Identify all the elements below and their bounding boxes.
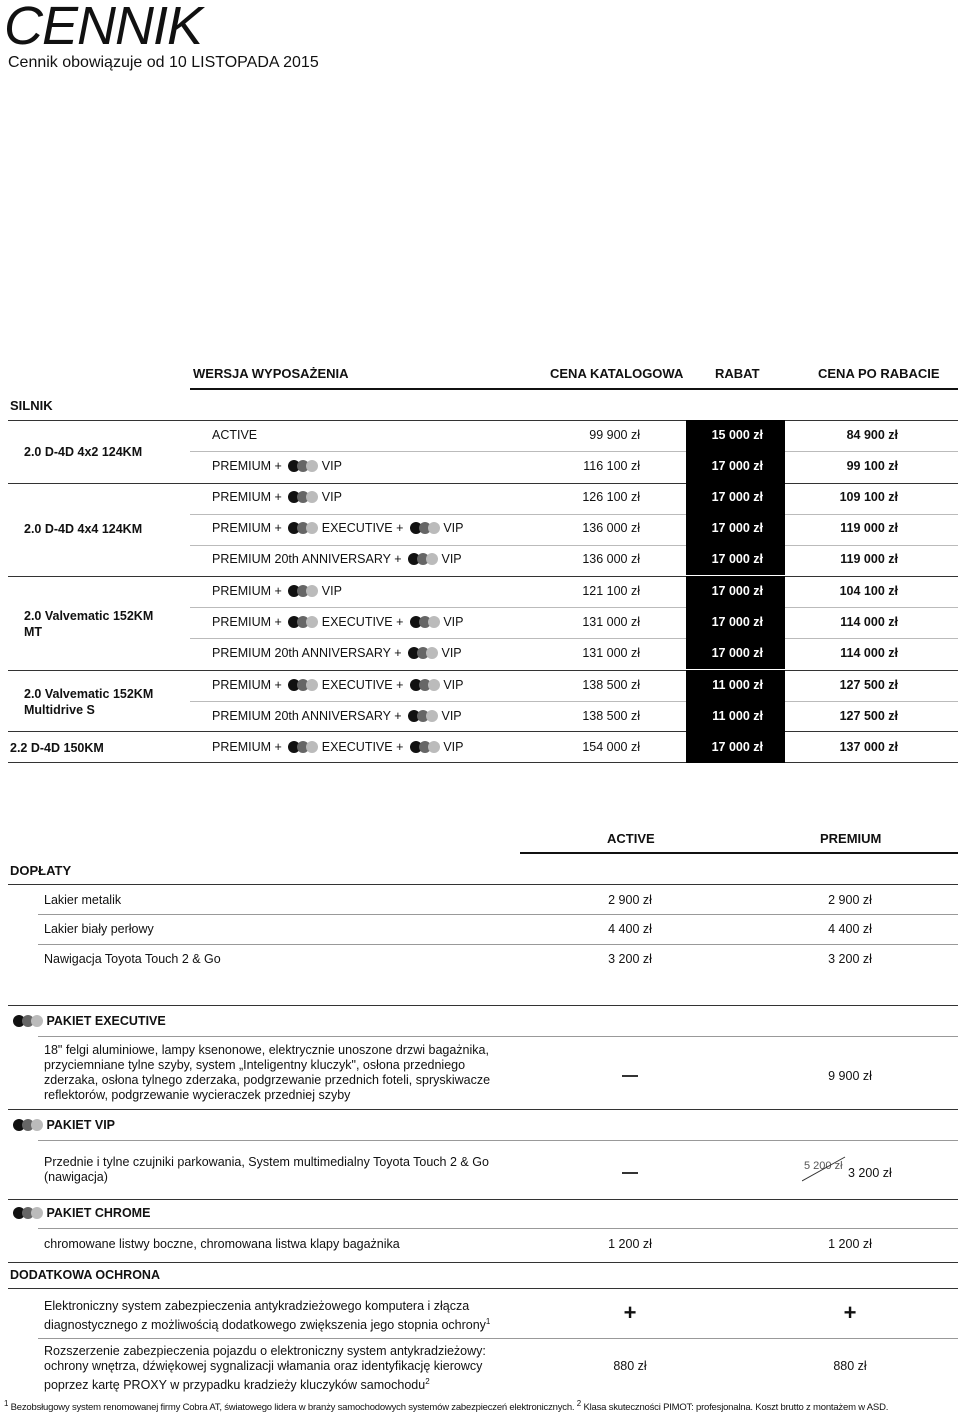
version-text: VIP [439,615,464,629]
package-dots-icon [288,460,315,475]
extras-col-active: ACTIVE [607,831,655,846]
version-cell [212,459,342,475]
engine-label: 2.0 D-4D 4x4 124KM [24,522,143,536]
desc-line: 18" felgi aluminiowe, lampy ksenonowe, elektrycznie unoszone drzwi bagażnika, [44,1043,489,1057]
col-final-header: CENA PO RABACIE [818,366,940,381]
engine-label: 2.0 D-4D 4x2 124KM [24,445,143,459]
extras-col-premium: PREMIUM [820,831,882,846]
package-title-text: PAKIET EXECUTIVE [46,1014,166,1028]
old-price: 5 200 zł [804,1160,843,1172]
page-subtitle: Cennik obowiązuje od 10 LISTOPADA 2015 [8,54,319,71]
extra-premium-price: 2 900 zł [828,893,872,907]
protection-item2 [44,1344,486,1393]
version-text: PREMIUM + [212,584,286,598]
desc-line: ochrony wnętrza, dźwiękowej sygnalizacji włamania oraz identyfikację kierowcy [44,1359,483,1373]
final-price: 119 000 zł [840,521,898,535]
catalog-price: 138 500 zł [582,709,640,723]
package-executive-title [10,1014,166,1030]
final-price: 114 000 zł [840,615,898,629]
catalog-price: 136 000 zł [582,552,640,566]
version-text: EXECUTIVE + [318,521,407,535]
final-price: 127 500 zł [839,678,898,692]
rabat-cell [686,701,785,732]
version-cell [212,552,462,568]
version-text: EXECUTIVE + [318,740,407,754]
catalog-price: 136 000 zł [582,521,640,535]
package-dots-icon [288,679,315,694]
engine-header: SILNIK [10,398,53,413]
divider [8,1109,958,1110]
rabat-cell [686,482,785,513]
extra-active-price: 4 400 zł [608,922,652,936]
row-divider [190,701,958,702]
divider [8,670,958,671]
extra-name: Lakier metalik [44,893,122,907]
rabat-cell [686,544,785,575]
desc-line: diagnostycznego z możliwością dodatkowego zwiększenia jego stopnia ochrony [44,1318,486,1333]
version-cell [212,740,463,756]
engine-label: 2.0 Valvematic 152KM MT [24,609,154,639]
version-cell [212,521,463,537]
desc-line: zderzaka, osłona tylnego zderzaka, podgrzewanie przednich foteli, spryskiwacze [44,1073,491,1087]
footnote [4,1399,888,1413]
package-title-text: PAKIET VIP [46,1118,116,1132]
included-mark: + [623,1300,637,1325]
desc-line: Rozszerzenie zabezpieczenia pojazdu o elektroniczny system antykradzieżowy: [44,1344,486,1358]
version-text: PREMIUM + [212,740,286,754]
engine-label: 2.0 Valvematic 152KM Multidrive S [24,687,154,717]
package-dots-icon [288,741,315,756]
rabat-value: 17 000 zł [711,646,763,660]
rabat-cell [686,451,785,482]
desc-line: (nawigacja) [44,1170,108,1184]
catalog-price: 131 000 zł [582,646,640,660]
not-available-dash [622,1075,638,1077]
not-available-dash [622,1172,638,1174]
col-catalog-header: CENA KATALOGOWA [550,366,684,381]
divider [8,762,958,763]
row-divider [190,607,958,608]
final-price: 127 500 zł [839,709,898,723]
included-mark: + [843,1300,857,1325]
header-rule [190,388,958,390]
rabat-value: 11 000 zł [712,678,763,692]
package-vip-desc [44,1155,489,1185]
rabat-cell [686,607,785,638]
col-rabat-header: RABAT [715,366,760,381]
version-text: PREMIUM + [212,678,286,692]
package-vip-price: 3 200 zł [848,1166,892,1180]
extras-rule [520,852,958,854]
row-divider [190,514,958,515]
version-text: PREMIUM + [212,490,286,504]
package-dots-icon [408,553,435,568]
package-dots-icon [408,710,435,725]
divider [38,914,958,915]
version-text: VIP [438,552,462,566]
col-version-header: WERSJA WYPOSAŻENIA [193,366,349,381]
rabat-value: 17 000 zł [711,490,763,504]
rabat-value: 17 000 zł [711,521,763,535]
rabat-cell [686,732,785,763]
package-dots-icon [410,616,437,631]
package-dots-icon [288,522,315,537]
package-chrome-title [10,1206,150,1222]
package-executive-desc [44,1043,490,1103]
version-text: PREMIUM 20th ANNIVERSARY + [212,709,406,723]
package-dots-icon [288,585,315,600]
final-price: 99 100 zł [846,459,898,473]
package-chrome-desc: chromowane listwy boczne, chromowana listwa klapy bagażnika [44,1237,400,1251]
protection-item2-active: 880 zł [613,1359,647,1373]
version-cell [212,615,463,631]
strike-through-icon [802,1156,846,1182]
extra-name: Nawigacja Toyota Touch 2 & Go [44,952,221,966]
version-text: PREMIUM 20th ANNIVERSARY + [212,646,406,660]
version-text: VIP [438,646,462,660]
package-dots-icon [13,1119,40,1134]
version-cell [212,428,257,442]
package-chrome-active: 1 200 zł [608,1237,652,1251]
extra-premium-price: 4 400 zł [828,922,872,936]
version-text: VIP [438,709,462,723]
catalog-price: 154 000 zł [582,740,640,754]
footnote-text: Bezobsługowy system renomowanej firmy Cobra AT, światowego lidera w branży samochodowych systemów zabezpieczeń elektronicznych. [10,1402,575,1414]
rabat-cell [686,638,785,669]
version-cell [212,709,462,725]
divider [38,1140,958,1141]
protection-item1 [44,1299,490,1333]
version-text: EXECUTIVE + [318,678,407,692]
rabat-cell [686,670,785,701]
divider [8,1199,958,1200]
package-dots-icon [410,679,437,694]
rabat-value: 17 000 zł [711,584,763,598]
divider [8,483,958,484]
final-price: 114 000 zł [840,646,898,660]
divider [8,1262,958,1263]
package-title-text: PAKIET CHROME [46,1206,151,1220]
final-price: 109 100 zł [839,490,898,504]
final-price: 84 900 zł [846,428,898,442]
version-text: PREMIUM + [212,615,286,629]
catalog-price: 131 000 zł [582,615,640,629]
extras-title: DOPŁATY [10,863,72,878]
extra-active-price: 3 200 zł [608,952,652,966]
version-text: ACTIVE [212,428,258,442]
version-text: PREMIUM + [212,521,286,535]
version-cell [212,678,463,694]
divider [8,731,958,732]
divider [38,944,958,945]
desc-line: Elektroniczny system zabezpieczenia antykradzieżowego komputera i złącza [44,1299,470,1313]
package-dots-icon [13,1207,40,1222]
desc-line: poprzez kartę PROXY w przypadku kradzieży kluczyków samochodu [44,1378,426,1393]
package-dots-icon [410,741,437,756]
version-cell [212,646,462,662]
version-text: VIP [439,740,464,754]
final-price: 119 000 zł [840,552,898,566]
catalog-price: 138 500 zł [582,678,640,692]
extra-active-price: 2 900 zł [608,893,652,907]
version-text: VIP [318,584,342,598]
divider [8,576,958,577]
package-executive-price: 9 900 zł [828,1069,872,1083]
final-price: 137 000 zł [839,740,898,754]
divider [38,1228,958,1229]
desc-line: przyciemniane tylne szyby, system „Inteligentny kluczyk", osłona przedniego [44,1058,466,1072]
rabat-value: 17 000 zł [711,740,763,754]
divider [8,1288,958,1289]
desc-line: reflektorów, podgrzewanie wycieraczek przedniej szyby [44,1088,351,1102]
version-text: VIP [318,459,342,473]
version-text: PREMIUM + [212,459,286,473]
catalog-price: 116 100 zł [583,459,640,473]
version-cell [212,490,342,506]
package-dots-icon [410,522,437,537]
package-dots-icon [13,1015,40,1030]
package-chrome-premium: 1 200 zł [828,1237,872,1251]
desc-line: Przednie i tylne czujniki parkowania, System multimedialny Toyota Touch 2 & Go [44,1155,489,1169]
rabat-value: 17 000 zł [711,459,763,473]
footnote-ref: 1 [485,1317,491,1326]
package-dots-icon [288,616,315,631]
protection-title: DODATKOWA OCHRONA [10,1268,160,1282]
rabat-value: 15 000 zł [711,428,763,442]
row-divider [190,545,958,546]
divider [8,884,958,885]
protection-item2-premium: 880 zł [833,1359,867,1373]
divider [8,1005,958,1006]
footnote-text: Klasa skuteczności PIMOT: profesjonalna. Koszt brutto z montażem w ASD. [583,1402,889,1414]
engine-label: 2.2 D-4D 150KM [10,741,104,755]
version-text: VIP [439,521,464,535]
catalog-price: 99 900 zł [589,428,640,442]
catalog-price: 126 100 zł [582,490,640,504]
version-text: EXECUTIVE + [318,615,407,629]
footnote-num: 2 [576,1399,581,1408]
package-dots-icon [288,491,315,506]
rabat-value: 17 000 zł [711,552,763,566]
version-text: VIP [318,490,342,504]
extra-premium-price: 3 200 zł [828,952,872,966]
footnote-num: 1 [4,1399,9,1408]
package-vip-title [10,1118,115,1134]
row-divider [190,638,958,639]
version-text: VIP [439,678,464,692]
rabat-value: 17 000 zł [711,615,763,629]
row-divider [190,451,958,452]
rabat-cell [686,576,785,607]
catalog-price: 121 100 zł [582,584,640,598]
divider [8,420,958,421]
rabat-value: 11 000 zł [712,709,763,723]
version-text: PREMIUM 20th ANNIVERSARY + [212,552,406,566]
version-cell [212,584,342,600]
rabat-cell [686,420,785,451]
divider [38,1338,958,1339]
extra-name: Lakier biały perłowy [44,922,154,936]
package-dots-icon [408,647,435,662]
page-title: CENNIK [4,0,203,56]
divider [38,1036,958,1037]
final-price: 104 100 zł [839,584,898,598]
footnote-ref: 2 [425,1377,430,1386]
rabat-cell [686,513,785,544]
